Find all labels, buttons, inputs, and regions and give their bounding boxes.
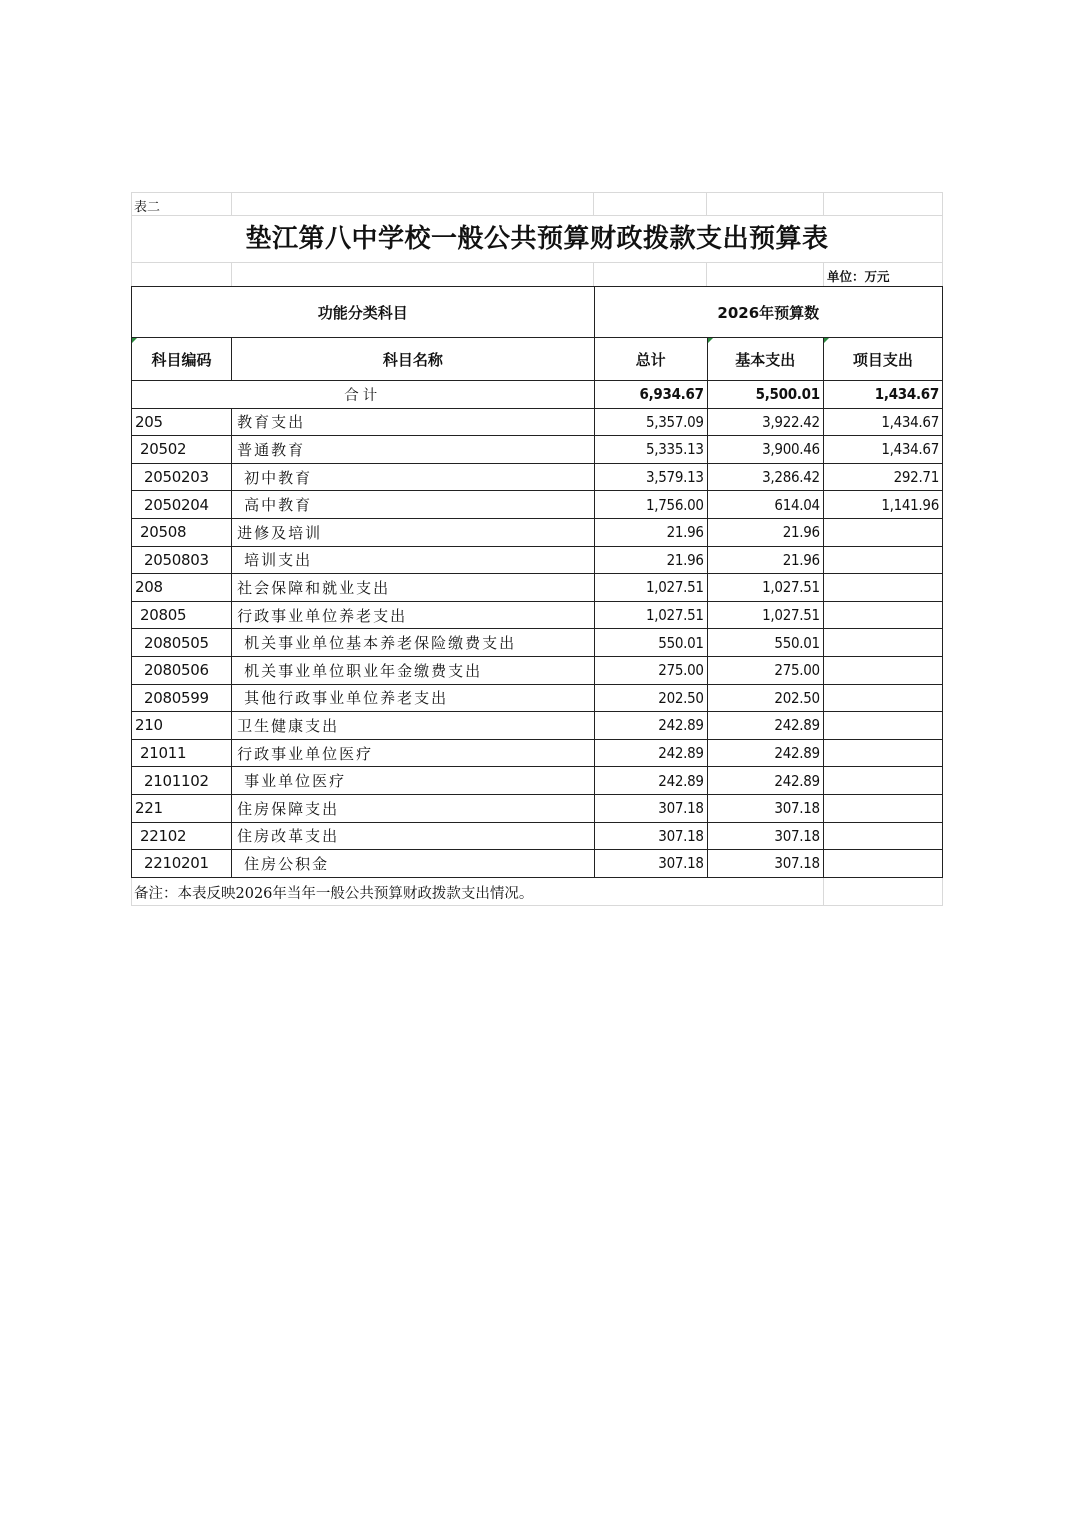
budget-table <box>131 286 943 878</box>
header-budget-year: 2026年预算数 <box>594 287 942 338</box>
table-row <box>132 601 943 629</box>
table-row <box>132 794 943 822</box>
row-project <box>823 574 942 602</box>
row-name: 住房公积金 <box>232 850 594 878</box>
row-project <box>823 739 942 767</box>
row-code: 20805 <box>132 601 232 629</box>
row-project <box>823 794 942 822</box>
row-total: 307.18 <box>594 794 707 822</box>
row-total: 242.89 <box>594 739 707 767</box>
table-row <box>132 546 943 574</box>
row-total: 5,357.09 <box>594 408 707 436</box>
row-basic: 1,027.51 <box>707 601 823 629</box>
row-code: 2080505 <box>132 629 232 657</box>
gridline <box>593 192 594 215</box>
row-project <box>823 712 942 740</box>
row-code: 22102 <box>132 822 232 850</box>
row-basic: 21.96 <box>707 546 823 574</box>
gridline <box>706 192 707 215</box>
row-code: 2210201 <box>132 850 232 878</box>
table-row <box>132 712 943 740</box>
gridline <box>823 192 824 215</box>
row-basic: 614.04 <box>707 491 823 519</box>
gridline <box>231 192 232 215</box>
gridline <box>231 262 232 286</box>
gridline <box>131 192 943 193</box>
row-basic: 307.18 <box>707 850 823 878</box>
row-name: 其他行政事业单位养老支出 <box>232 684 594 712</box>
row-name: 社会保障和就业支出 <box>232 574 594 602</box>
row-name: 机关事业单位职业年金缴费支出 <box>232 656 594 684</box>
row-name: 卫生健康支出 <box>232 712 594 740</box>
total-project: 1,434.67 <box>823 381 942 409</box>
row-code: 208 <box>132 574 232 602</box>
row-basic: 3,922.42 <box>707 408 823 436</box>
row-total: 1,027.51 <box>594 601 707 629</box>
row-name: 住房改革支出 <box>232 822 594 850</box>
row-total: 202.50 <box>594 684 707 712</box>
row-project: 292.71 <box>823 463 942 491</box>
row-name: 普通教育 <box>232 436 594 464</box>
row-total: 307.18 <box>594 850 707 878</box>
row-project <box>823 546 942 574</box>
note-row <box>131 878 943 906</box>
row-total: 21.96 <box>594 518 707 546</box>
row-code: 2050803 <box>132 546 232 574</box>
row-code: 2080506 <box>132 656 232 684</box>
row-name: 高中教育 <box>232 491 594 519</box>
row-code: 21011 <box>132 739 232 767</box>
row-project <box>823 656 942 684</box>
row-total: 550.01 <box>594 629 707 657</box>
row-total: 242.89 <box>594 712 707 740</box>
row-name: 初中教育 <box>232 463 594 491</box>
header-total: 总计 <box>594 338 707 381</box>
row-total: 1,027.51 <box>594 574 707 602</box>
row-basic: 3,286.42 <box>707 463 823 491</box>
table-row <box>132 739 943 767</box>
row-code: 20508 <box>132 518 232 546</box>
row-name: 教育支出 <box>232 408 594 436</box>
row-total: 5,335.13 <box>594 436 707 464</box>
footnote: 备注：本表反映2026年当年一般公共预算财政拨款支出情况。 <box>134 886 534 902</box>
row-project: 1,141.96 <box>823 491 942 519</box>
gridline <box>823 878 824 905</box>
row-basic: 550.01 <box>707 629 823 657</box>
row-code: 210 <box>132 712 232 740</box>
row-project <box>823 518 942 546</box>
row-project: 1,434.67 <box>823 408 942 436</box>
row-total: 21.96 <box>594 546 707 574</box>
gridline <box>131 215 943 216</box>
header-code: 科目编码 <box>132 338 232 381</box>
row-name: 事业单位医疗 <box>232 767 594 795</box>
row-project <box>823 601 942 629</box>
row-basic: 242.89 <box>707 767 823 795</box>
table-row <box>132 684 943 712</box>
row-name: 培训支出 <box>232 546 594 574</box>
header-project: 项目支出 <box>823 338 942 381</box>
table-row <box>132 767 943 795</box>
row-code: 2050203 <box>132 463 232 491</box>
row-basic: 307.18 <box>707 822 823 850</box>
row-basic: 202.50 <box>707 684 823 712</box>
row-code: 205 <box>132 408 232 436</box>
table-row <box>132 491 943 519</box>
row-total: 307.18 <box>594 822 707 850</box>
row-basic: 3,900.46 <box>707 436 823 464</box>
row-code: 2080599 <box>132 684 232 712</box>
header-group-row <box>132 287 943 338</box>
total-basic: 5,500.01 <box>707 381 823 409</box>
gridline <box>942 878 943 905</box>
row-total: 275.00 <box>594 656 707 684</box>
gridline <box>131 878 132 905</box>
row-code: 2101102 <box>132 767 232 795</box>
table-row <box>132 463 943 491</box>
header-name: 科目名称 <box>232 338 594 381</box>
gridline <box>593 262 594 286</box>
row-basic: 307.18 <box>707 794 823 822</box>
table-row <box>132 656 943 684</box>
row-name: 机关事业单位基本养老保险缴费支出 <box>232 629 594 657</box>
gridline <box>823 262 824 286</box>
row-name: 行政事业单位医疗 <box>232 739 594 767</box>
row-name: 进修及培训 <box>232 518 594 546</box>
row-basic: 242.89 <box>707 739 823 767</box>
row-basic: 1,027.51 <box>707 574 823 602</box>
row-project <box>823 822 942 850</box>
row-name: 住房保障支出 <box>232 794 594 822</box>
header-function-category: 功能分类科目 <box>132 287 595 338</box>
row-project <box>823 767 942 795</box>
row-total: 3,579.13 <box>594 463 707 491</box>
header-basic: 基本支出 <box>707 338 823 381</box>
table-row <box>132 629 943 657</box>
row-project: 1,434.67 <box>823 436 942 464</box>
table-row <box>132 850 943 878</box>
table-row <box>132 408 943 436</box>
row-basic: 242.89 <box>707 712 823 740</box>
header-column-row <box>132 338 943 381</box>
row-basic: 21.96 <box>707 518 823 546</box>
total-row <box>132 381 943 409</box>
row-project <box>823 684 942 712</box>
row-code: 2050204 <box>132 491 232 519</box>
row-name: 行政事业单位养老支出 <box>232 601 594 629</box>
unit-label: 单位：万元 <box>827 269 890 284</box>
table-row <box>132 518 943 546</box>
gridline <box>131 262 943 263</box>
row-total: 242.89 <box>594 767 707 795</box>
row-basic: 275.00 <box>707 656 823 684</box>
row-code: 20502 <box>132 436 232 464</box>
row-total: 1,756.00 <box>594 491 707 519</box>
table-row <box>132 822 943 850</box>
page-title: 垫江第八中学校一般公共预算财政拨款支出预算表 <box>245 224 829 254</box>
total-label: 合计 <box>132 381 595 409</box>
gridline <box>706 262 707 286</box>
table-label: 表二 <box>134 200 161 215</box>
table-row <box>132 574 943 602</box>
total-value: 6,934.67 <box>594 381 707 409</box>
row-project <box>823 850 942 878</box>
row-code: 221 <box>132 794 232 822</box>
row-project <box>823 629 942 657</box>
table-row <box>132 436 943 464</box>
